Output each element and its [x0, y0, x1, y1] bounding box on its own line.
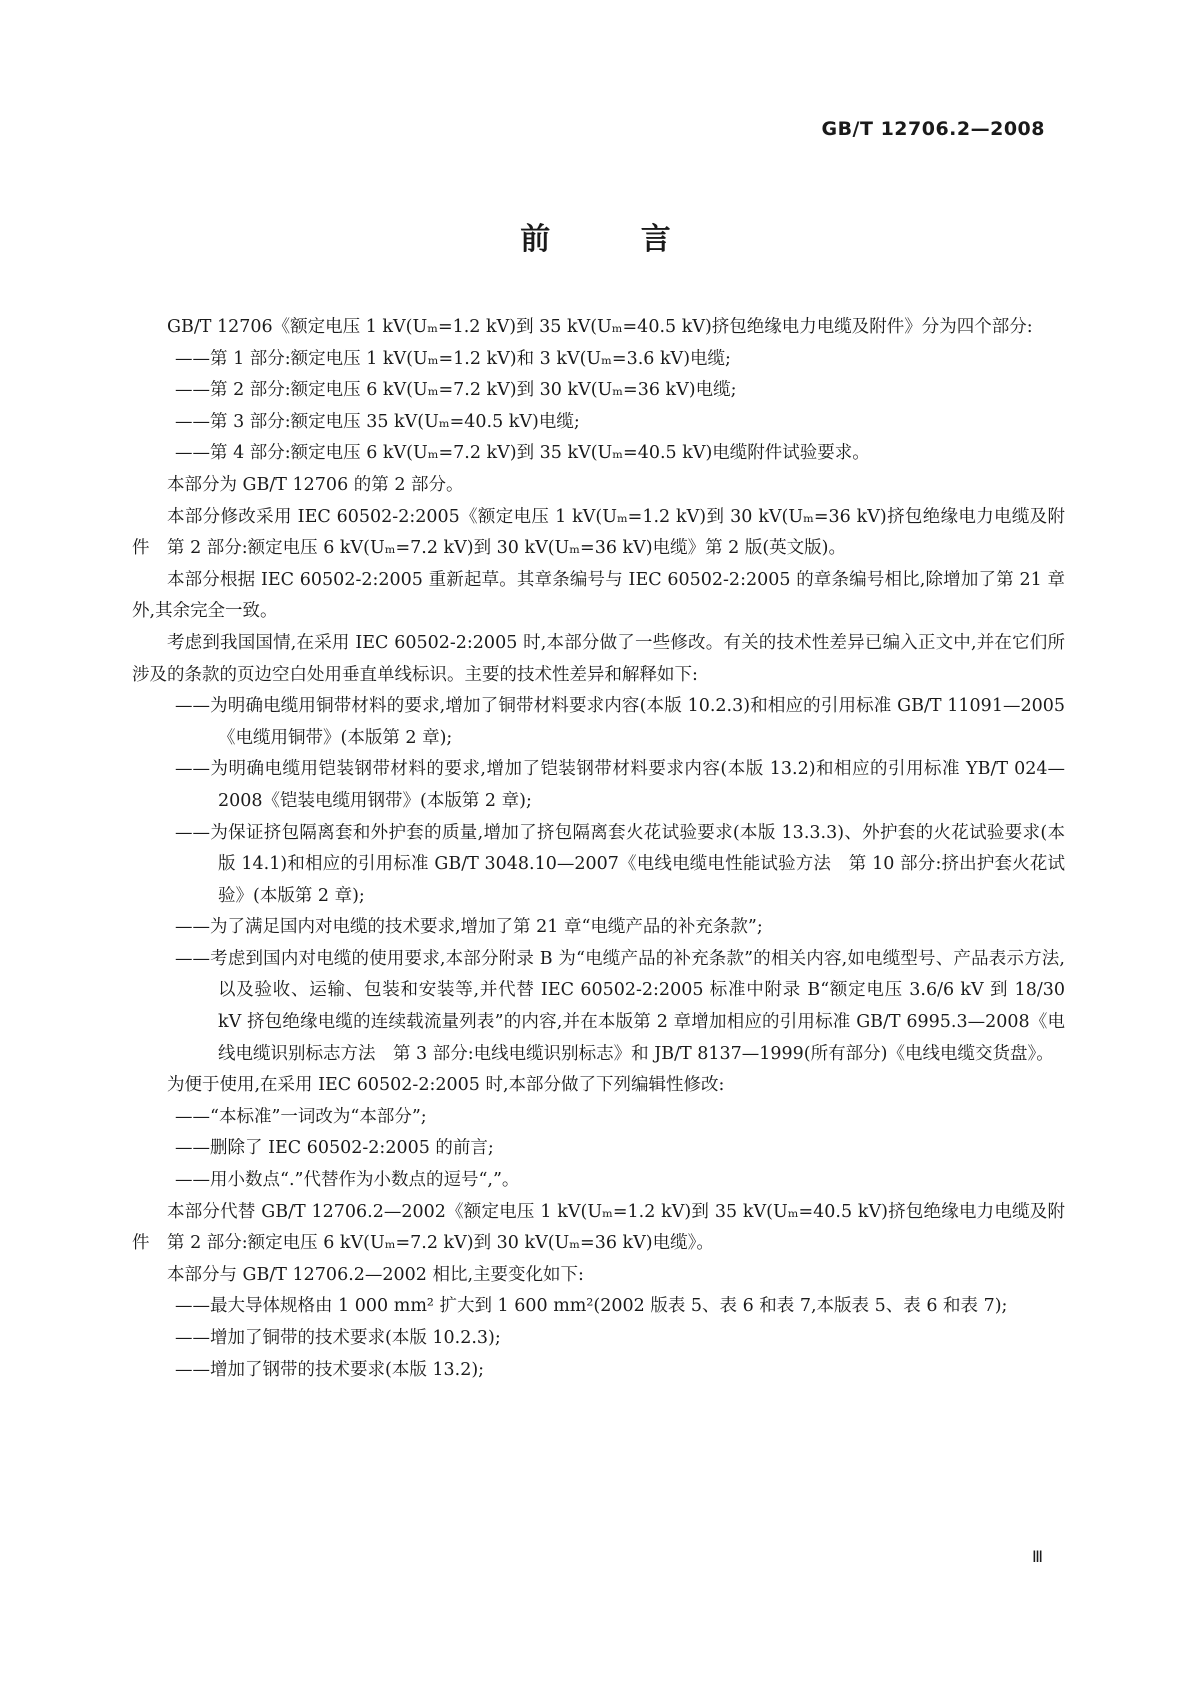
list-item: ——第 2 部分:额定电压 6 kV(Uₘ=7.2 kV)到 30 kV(Uₘ=36 kV)电缆;: [175, 380, 737, 401]
paragraph: 本部分修改采用 IEC 60502-2:2005《额定电压 1 kV(Uₘ=1.2 kV)到 30 kV(Uₘ=36 kV)挤包绝缘电力电缆及附件 第 2 部分:额定电压 6 kV(Uₘ=7.2 kV)到 30 kV(Uₘ=36 kV)电缆》第 2 版(英文版)。: [132, 506, 1065, 559]
page-title: 前 言: [520, 222, 711, 257]
list-item: ——为了满足国内对电缆的技术要求,增加了第 21 章“电缆产品的补充条款”;: [175, 917, 763, 938]
paragraph: 为便于使用,在采用 IEC 60502-2:2005 时,本部分做了下列编辑性修改:: [167, 1075, 725, 1096]
standard-number: GB/T 12706.2—2008: [821, 118, 1045, 140]
foreword-body: [132, 312, 1065, 1386]
list-item: ——删除了 IEC 60502-2:2005 的前言;: [175, 1138, 494, 1159]
paragraph: 本部分为 GB/T 12706 的第 2 部分。: [167, 474, 464, 495]
page-number: Ⅲ: [1031, 1547, 1043, 1566]
paragraph: 本部分与 GB/T 12706.2—2002 相比,主要变化如下:: [167, 1264, 584, 1285]
paragraph: 本部分根据 IEC 60502-2:2005 重新起草。其章条编号与 IEC 60502-2:2005 的章条编号相比,除增加了第 21 章外,其余完全一致。: [132, 569, 1065, 622]
list-item: ——最大导体规格由 1 000 mm² 扩大到 1 600 mm²(2002 版表 5、表 6 和表 7,本版表 5、表 6 和表 7);: [175, 1296, 1008, 1317]
list-item: ——第 3 部分:额定电压 35 kV(Uₘ=40.5 kV)电缆;: [175, 411, 580, 432]
list-item: ——用小数点“.”代替作为小数点的逗号“,”。: [175, 1170, 520, 1191]
list-item: ——为保证挤包隔离套和外护套的质量,增加了挤包隔离套火花试验要求(本版 13.3.3)、外护套的火花试验要求(本版 14.1)和相应的引用标准 GB/T 3048.10—2007《电线电缆电性能试验方法 第 10 部分:挤出护套火花试验》(本版第 2 章);: [175, 822, 1065, 906]
list-item: ——第 1 部分:额定电压 1 kV(Uₘ=1.2 kV)和 3 kV(Uₘ=3.6 kV)电缆;: [175, 348, 731, 369]
list-item: ——增加了铜带的技术要求(本版 10.2.3);: [175, 1328, 501, 1348]
paragraph: GB/T 12706《额定电压 1 kV(Uₘ=1.2 kV)到 35 kV(Uₘ=40.5 kV)挤包绝缘电力电缆及附件》分为四个部分:: [167, 317, 1033, 337]
list-item: ——“本标准”一词改为“本部分”;: [175, 1106, 427, 1127]
paragraph: 考虑到我国国情,在采用 IEC 60502-2:2005 时,本部分做了一些修改。有关的技术性差异已编入正文中,并在它们所涉及的条款的页边空白处用垂直单线标识。主要的技术性差异和解释如下:: [132, 632, 1065, 685]
list-item: ——考虑到国内对电缆的使用要求,本部分附录 B 为“电缆产品的补充条款”的相关内容,如电缆型号、产品表示方法,以及验收、运输、包装和安装等,并代替 IEC 60502-2:2005 标准中附录 B“额定电压 3.6/6 kV 到 18/30 kV 挤包绝缘电缆的连续载流量列表”的内容,并在本版第 2 章增加相应的引用标准 GB/T 6995.3—2008《电线电缆识别标志方法 第 3 部分:电线电缆识别标志》和 JB/T 8137—1999(所有部分)《电线电缆交货盘》。: [175, 948, 1065, 1064]
paragraph: 本部分代替 GB/T 12706.2—2002《额定电压 1 kV(Uₘ=1.2 kV)到 35 kV(Uₘ=40.5 kV)挤包绝缘电力电缆及附件 第 2 部分:额定电压 6 kV(Uₘ=7.2 kV)到 30 kV(Uₘ=36 kV)电缆》。: [132, 1201, 1065, 1254]
list-item: ——为明确电缆用铜带材料的要求,增加了铜带材料要求内容(本版 10.2.3)和相应的引用标准 GB/T 11091—2005《电缆用铜带》(本版第 2 章);: [175, 696, 1065, 748]
list-item: ——为明确电缆用铠装钢带材料的要求,增加了铠装钢带材料要求内容(本版 13.2)和相应的引用标准 YB/T 024—2008《铠装电缆用钢带》(本版第 2 章);: [175, 759, 1065, 811]
list-item: ——增加了钢带的技术要求(本版 13.2);: [175, 1359, 485, 1380]
list-item: ——第 4 部分:额定电压 6 kV(Uₘ=7.2 kV)到 35 kV(Uₘ=40.5 kV)电缆附件试验要求。: [175, 443, 870, 464]
